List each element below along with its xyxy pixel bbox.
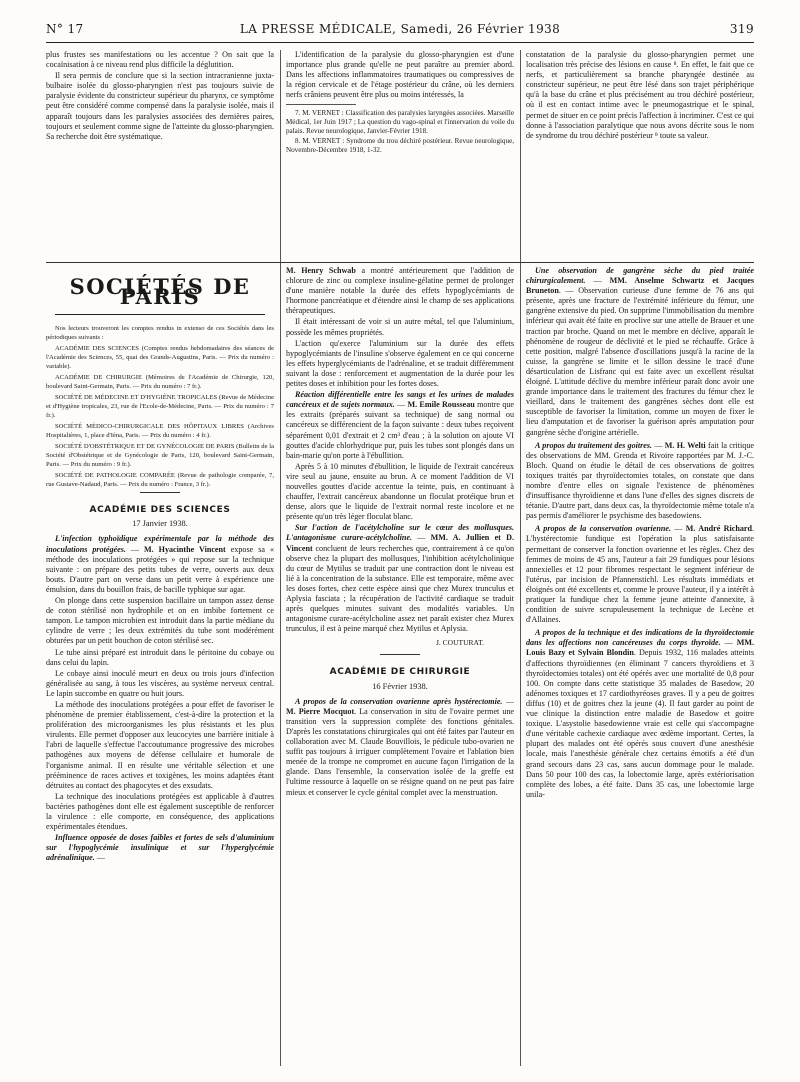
article-text: L'hystérectomie fundique est l'opération la plus satisfaisante permettant de conserver la fonction ovarienne et les règles. Chez des femmes de moins de 45 ans, l'auteur a fait 29 fundiques pour lésions annexielles et 12 pour fibromes respectant le segment inférieur de l'utérus, par incision de Pfannenstichl. Les résultats immédiats et éloignés ont été excellents et, comme le prouve l'auteur, il y a intérêt à pratiquer la fundique chez la femme jeune atteinte d'annexite, à condition de suivre scrupuleusement la technique de Lecène et d'Allaines. xyxy=(526,534,754,625)
footnote-rule xyxy=(286,104,356,105)
article-title: Sur l'action de l'acétylcholine sur le cœur des mollusques. L'antagonisme curare-acétylcholine. xyxy=(286,523,514,543)
page-number: 319 xyxy=(729,22,754,36)
paragraph: Le cobaye ainsi inoculé meurt en deux ou trois jours d'infection généralisée au sang, à tous les viscères, au système nerveux central. Le lapin succombe en quatre ou huit jours. xyxy=(46,668,274,698)
article-author: M. Henry Schwab xyxy=(286,266,356,275)
article-title: A propos du traitement des goitres. xyxy=(535,440,653,450)
page-header xyxy=(46,22,754,40)
section-rule-small xyxy=(140,492,180,493)
article-text: fait la critique des observations de MM. Grenda et Rivoire rapportées par M. J.-C. Bloch. Quand on étudie le détail de ces observations de goitres toxiques traités par thyroïdectomies totales, on constate que dans nombre d'entre elles on signale l'existence de phénomènes d'insuffisance thyroïdienne et dans l'une d'elles des signes discrets de tétanie. D'autre part, dans deux cas, la thyroïdectomie même totale n'a pas permis d'améliorer le psychisme des basedowiens. xyxy=(526,440,754,521)
article-author: M. H. Welti xyxy=(664,440,706,450)
article-title: A propos de la conservation ovarienne après hystérectomie. xyxy=(295,696,503,706)
column-2-top xyxy=(286,50,514,156)
section-title: ACADÉMIE DE CHIRURGIE xyxy=(329,667,471,678)
article-text: a montré antérieurement que l'addition de chlorure de zinc ou complexe insuline-gélatine permet de prolonger d'une manière notable la durée des effets hypoglycémiants de l'hormone pancréatique et d'étendre ainsi le champ de ses applications thérapeutiques. xyxy=(286,266,514,316)
column-rule-2 xyxy=(520,50,521,1066)
article-text: Observation curieuse d'une femme de 76 ans qui présente, après une fracture de l'extrémité inférieure du fémur, une gangrène extensive du pied. On supprime l'immobilisation du membre inférieur qui avait été faite en proclive sur une attelle de Brauer et une traction par broche. Quand on met le membre en déclive, apparaît le phénomène de rougeur de déclivité et le pied se réchauffe. Grâce à cette position, malgré l'absence d'oscillations jusqu'à la racine de la cuisse, la gangrène se limite et le sillon dessine le tracé d'une désarticulation de Lisfranc qui est faite avec un excellent résultat éloigné. L'attitude déclive du membre inférieur paraît donc avoir une grande importance dans le traitement des fractures du fémur chez le vieillard, dans le traitement des gangrènes sèches dont elle est susceptible de favoriser la limitation, comme un moyen de fixer le lieu d'amputation et de favoriser la guérison après amputation pour gangrène sèche d'origine artérielle. xyxy=(526,286,754,437)
article-author: MM. A. Jullien et D. Vincent xyxy=(286,533,514,553)
paragraph: Le tube ainsi préparé est introduit dans le péritoine du cobaye ou dans celui du lapin. xyxy=(46,647,274,667)
societes-intro: Nos lecteurs trouveront les comptes rendus in extenso de ces Sociétés dans les périodiques suivants : xyxy=(46,325,274,341)
column-3-top xyxy=(526,50,754,142)
section-rule xyxy=(46,262,754,263)
journal-title: LA PRESSE MÉDICALE, Samedi, 26 Février 1938 xyxy=(239,22,561,36)
paragraph: plus frustes ses manifestations ou les accentue ? On sait que la cocaïnisation à ce niveau rend plus difficile la déglutition. xyxy=(46,50,274,70)
list-item: ACADÉMIE DE CHIRURGIE (Mémoires de l'Académie de Chirurgie, 120, boulevard Saint-Germain, Paris. — Prix du numéro : 7 fr.). xyxy=(46,374,274,390)
column-1-main: SOCIÉTÉS DE PARIS Nos lecteurs trouveront les comptes rendus in extenso de ces Sociétés dans les périodiques suivants : ACADÉMIE DES SCIENCES (Comptes rendus hebdomadaires des séances de l'Académie des Sciences, 55, quai des Grands-Augustins, Paris. — Prix du numéro : variable). ACADÉMIE DE CHIRURGIE (Mémoires de l'Académie de Chirurgie, 120, boulevard Saint-Germain, Paris. — Prix du numéro : 7 fr.). SOCIÉTÉ DE MÉDECINE ET D'HYGIÈNE TROPICALES (Revue de Médecine et d'Hygiène tropicales, 23, rue de l'Ecole-de-Médecine, Paris. — Prix du numéro : 7 fr.). SOCIÉTÉ MÉDICO-CHIRURGICALE DES HÔPITAUX LIBRES (Archives Hospitalières, 1, place d'Iéna, Paris. — Prix du numéro : 4 fr.). SOCIÉTÉ D'OBSTÉTRIQUE ET DE GYNÉCOLOGIE DE PARIS (Bulletin de la Société d'Obstétrique et de Gynécologie de Paris, 120, boulevard Saint-Germain, Paris. — Prix du numéro : 9 fr.). SOCIÉTÉ DE PATHOLOGIE COMPARÉE (Revue de pathologie comparée, 7, rue Gustave-Nadaud, Paris. — Prix du numéro : France, 3 fr.). ACADÉMIE DES SCIENCES 17 Janvier 1938. L'infection typhoïdique expérimentale par la méthode des inoculations protégées. — M. Hyacinthe Vincent expose sa « méthode des inoculations protégées » qui repose sur la technique suivante : on prépare des petits tubes de verre, ouverts aux deux bouts. D'autre part on verse dans un petit verre à expérience une émulsion, dans du bouillon frais, de bacille typhique sur agar. On plonge dans cette suspension bacillaire un tampon assez dense de coton stérilisé non hydrophile et on en imbibe fortement ce tampon. Le tampon microbien est introduit dans la partie médiane du cylindre de verre ; les deux extrémités du tube sont modérément obturées par un petit bouchon de coton stérilisé sec. Le tube ainsi préparé est introduit dans le péritoine du cobaye ou dans celui du lapin. Le cobaye ainsi inoculé meurt en deux ou trois jours d'infection généralisée au sang, à tous les viscères, au système nerveux central. Le lapin succombe en quatre ou huit jours. La méthode des inoculations protégées a pour effet de favoriser le phénomène de premier établissement, c'est-à-dire la protection et la prolifération des microorganismes les plus résistants et les plus virulents. Elle permet d'opposer aux leucocytes une barrière initiale à l'abri de laquelle s'effectue l'accoutumance progressive des microbes pathogènes aux moyens de défense cellulaire et humorale de l'organisme animal. Il en résulte une véritable sélection et une prééminence de races actives et toxigènes, les moins adaptées étant détruites au contact des phagocytes et des exsudats. La technique des inoculations protégées est applicable à d'autres bactéries pathogènes dont elle est également susceptible de renforcer la virulence : elle comporte, en conséquence, des applications expérimentales étendues. Influence opposée de doses faibles et fortes de sels d'aluminium sur l'hypoglycémie insulinique et sur l'hyperglycémie adrénalinique. — xyxy=(46,274,275,863)
paragraph: L'identification de la paralysie du glosso-pharyngien est d'une importance plus grande qu'elle ne peut paraître au premier abord. Dans les affections inflammatoires traumatiques ou compressives de la région cervicale et de l'étage postérieur du crâne, où les derniers nerfs crâniens peuvent être plus ou moins intéressés, la xyxy=(286,50,514,100)
article-title: A propos de la technique et des indications de la thyroïdectomie dans les affections non cancéreuses du corps thyroïde. xyxy=(526,628,754,648)
list-item: SOCIÉTÉ DE PATHOLOGIE COMPARÉE (Revue de pathologie comparée, 7, rue Gustave-Nadaud, Paris. — Prix du numéro : France, 3 fr.). xyxy=(46,472,274,488)
signature: J. COUTURAT. xyxy=(436,638,484,648)
column-3-main: Une observation de gangrène sèche du pied traitée chirurgicalement. — MM. Anselme Schwartz et Jacques Bruneton. — Observation curieuse d'une femme de 76 ans qui présente, après une fracture de l'extrémité inférieure du fémur, une gangrène extensive du pied. On supprime l'immobilisation du membre inférieur qui avait été faite en proclive sur une attelle de Brauer et une traction par broche. Quand on met le membre en déclive, apparaît le phénomène de rougeur de déclivité et le pied se réchauffe. Grâce à cette position, malgré l'absence d'oscillations jusqu'à la racine de la cuisse, la gangrène se limite et le sillon dessine le tracé d'une désarticulation de Lisfranc qui est faite avec un excellent résultat éloigné. L'attitude déclive du membre inférieur paraît donc avoir une grande importance dans le traitement des fractures du fémur chez le vieillard, dans le traitement des gangrènes sèches dont elle est susceptible de favoriser la limitation, comme un moyen de fixer le lieu d'amputation et de favoriser la guérison après amputation pour gangrène sèche d'origine artérielle. A propos du traitement des goitres. — M. H. Welti fait la critique des observations de MM. Grenda et Rivoire rapportées par M. J.-C. Bloch. Quand on étudie le détail de ces observations de goitres toxiques traités par thyroïdectomies totales, on constate que dans nombre d'entre elles on signale l'existence de phénomènes d'insuffisance thyroïdienne et dans l'une d'elles des signes discrets de tétanie. D'autre part, dans deux cas, la thyroïdectomie même totale n'a pas permis d'améliorer le psychisme des basedowiens. A propos de la conservation ovarienne. — M. André Richard. L'hystérectomie fundique est l'opération la plus satisfaisante permettant de conserver la fonction ovarienne et les règles. Chez des femmes de moins de 45 ans, l'auteur a fait 29 fundiques pour lésions annexielles et 12 pour fibromes respectant le segment inférieur de l'utérus, par incision de Pfannenstichl. Les résultats immédiats et éloignés ont été excellents et, comme le prouve l'auteur, il y a intérêt à pratiquer la fundique chez la femme jeune atteinte d'annexite, à condition de suivre scrupuleusement la technique de Lecène et d'Allaines. A propos de la technique et des indications de la thyroïdectomie dans les affections non cancéreuses du corps thyroïde. — MM. Louis Bazy et Sylvain Blondin. Depuis 1932, 116 malades atteints d'affections thyroïdiennes (en éliminant 7 cancers thyroïdiens et 3 thyroïdectomies totales) ont été opérés avec une mortalité de 0,8 pour 100. On compte dans cette statistique 35 malades de Basedow, 20 adénomes toxiques et 17 cardiothyréoses graves. Il y a peu de goitres diffus (10) et de goitres chez la jeune (4). Il faut garder au point de vue clinique la distinction entre maladie de Basedow et goitre toxique. L'asystolie basedowienne vraie est celle qui s'accompagne d'une véritable cachexie cardiaque avec œdème important. Certes, la plupart des malades ont été opérés sous couvert d'une anesthésie locale, mais l'anesthésie générale chez certains émotifs a été d'un grand secours dans 23 cas, sans aucun dommage pour le malade. Dans 50 pour 100 des cas, la lobectomie large, après extériorisation complète des lobes, a été faite. Dans 35 cas, une lobectomie large unila- xyxy=(526,266,755,799)
section-title: ACADÉMIE DES SCIENCES xyxy=(89,505,231,516)
session-date: 16 Février 1938. xyxy=(372,681,428,691)
footnote: 7. M. VERNET : Classification des paralysies laryngées associées. Marseille Médical, 1er Juin 1917 ; La question du vago-spinal et l'innervation du voile du palais. Revue neurologique, Janvier-Février 1918. xyxy=(286,109,514,136)
paragraph: La technique des inoculations protégées est applicable à d'autres bactéries pathogènes dont elle est également susceptible de renforcer la virulence : elle comporte, en conséquence, des applications expérimentales étendues. xyxy=(46,791,274,832)
paragraph: Il sera permis de conclure que si la section intracranienne juxta-bulbaire isolée du glosso-pharyngien n'est pas toujours suivie de paralysie évidente du constricteur supérieur du pharynx, ce symptôme peut être considéré comme compensé dans la paralysie isolée, mais il apparaît toujours dans les paralysies associées des dernières paires, toujours et seulement comme signe de l'atteinte du glosso-pharyngien. Sa recherche doit être systématique. xyxy=(46,71,274,141)
article-author: M. Emile Rousseau xyxy=(407,400,475,410)
footnote: 8. M. VERNET : Syndrome du trou déchiré postérieur. Revue neurologique, Novembre-Décembre 1918, 1-32. xyxy=(286,137,514,155)
article-title: Une observation de gangrène sèche du pied traitée chirurgicalement. xyxy=(526,266,754,286)
article-title: L'infection typhoïdique expérimentale par la méthode des inoculations protégées. xyxy=(46,534,274,554)
list-item: SOCIÉTÉ DE MÉDECINE ET D'HYGIÈNE TROPICALES (Revue de Médecine et d'Hygiène tropicales, 23, rue de l'Ecole-de-Médecine, Paris. — Prix du numéro : 7 fr.). xyxy=(46,394,274,419)
article-author: MM. Louis Bazy et Sylvain Blondin xyxy=(526,638,754,658)
session-date: 17 Janvier 1938. xyxy=(132,519,188,529)
article-author: M. Pierre Mocquot xyxy=(286,706,355,716)
column-2-main: M. Henry Schwab a montré antérieurement que l'addition de chlorure de zinc ou complexe insuline-gélatine permet de prolonger d'une manière notable la durée des effets hypoglycémiants de l'hormone pancréatique et d'étendre ainsi le champ de ses applications thérapeutiques. Il était intéressant de voir si un autre métal, tel que l'aluminium, possède les mêmes propriétés. L'action qu'exerce l'aluminium sur la durée des effets hypoglycémiants de l'insuline s'observe également en ce qui concerne les effets hyperglycémiants de l'adrénaline, et se traduit différemment suivant la dose : renforcement et augmentation de la durée pour les petites doses et inhibition pour les fortes doses. Réaction différentielle entre les sangs et les urines de malades cancéreux et de sujets normaux. — M. Emile Rousseau montre que les extraits (préparés suivant sa technique) de sang normal ou cancéreux se différencient de la façon suivante : deux tubes reçoivent séparément 0,01 d'extrait et 2 cm³ d'eau ; à la solution on ajoute VI gouttes d'acide chlorhydrique pur, puis les tubes sont plongés dans un bain-marie qu'on porte à l'ébullition. Après 5 à 10 minutes d'ébullition, le liquide de l'extrait cancéreux vire seul au jaune, ensuite au brun. A ce moment l'addition de VI nouvelles gouttes d'acide accentue la teinte, puis, en continuant à chauffer, l'extrait cancéreux abandonne un floculat protéique brun et dense, alors que le liquide de l'extrait normal reste incolore et ne présente qu'un très léger floculat blanc. Sur l'action de l'acétylcholine sur le cœur des mollusques. L'antagonisme curare-acétylcholine. — MM. A. Jullien et D. Vincent concluent de leurs recherches que, contrairement à ce qu'on observe chez la plupart des mollusques, l'inhibition acétylcholinique du cœur de Mytilus se traduit par une contraction dont le niveau est lié à la concentration de la substance. Elle est temporaire, même avec les doses fortes, chez cette espèce ainsi que chez Murex trunculus et Aplysia fasciata ; la récupération de l'activité cardiaque se traduit après quelques minutes suivant des modalités variables. Un antagonisme curare-acétylcholine assez net paraît exister chez Murex trunculus, il est à peine marqué chez Mytilus et Aplysia. J. COUTURAT. ACADÉMIE DE CHIRURGIE 16 Février 1938. A propos de la conservation ovarienne après hystérectomie. — M. Pierre Mocquot. La conservation in situ de l'ovaire permet une transition vers la suppression complète des fonctions génitales. D'après les constatations chirurgicales qui ont été faites par l'auteur en collaboration avec M. Claude Bouvillois, le pédicule tubo-ovarien ne suffit pas toujours à irriguer complètement l'ovaire et l'ablation bien menée de la trompe ne compromet en aucune façon l'irrigation de la glande. Dans l'ensemble, la conservation isolée de la greffe est l'ultime ressource à laquelle on se résigne quand on ne peut pas faire mieux et conserver le cycle génital complet avec la menstruation. xyxy=(286,266,514,797)
article-title: A propos de la conservation ovarienne. xyxy=(535,524,671,534)
section-rule-small xyxy=(380,654,420,655)
article-author: M. Hyacinthe Vincent xyxy=(144,544,226,554)
article-title: Influence opposée de doses faibles et fortes de sels d'aluminium sur l'hypoglycémie insulinique et sur l'hyperglycémie adrénalinique. xyxy=(46,833,274,863)
article-title: Réaction différentielle entre les sangs et les urines de malades cancéreux et de sujets normaux. xyxy=(286,390,514,410)
paragraph: La méthode des inoculations protégées a pour effet de favoriser le phénomène de premier établissement, c'est-à-dire la protection et la prolifération des microorganismes les plus résistants et les plus virulents. Elle permet d'opposer aux leucocytes une barrière initiale à l'abri de laquelle s'effectue l'accoutumance progressive des microbes pathogènes aux moyens de défense cellulaire et humorale de l'organisme animal. Il en résulte une véritable sélection et une prééminence de races actives et toxigènes, les moins adaptées étant détruites au contact des phagocytes et des exsudats. xyxy=(46,699,274,790)
section-banner: SOCIÉTÉS DE PARIS xyxy=(69,274,251,310)
article-author: MM. Anselme Schwartz et Jacques Bruneton xyxy=(526,276,754,296)
list-item: SOCIÉTÉ MÉDICO-CHIRURGICALE DES HÔPITAUX LIBRES (Archives Hospitalières, 1, place d'Iéna, Paris. — Prix du numéro : 4 fr.). xyxy=(46,423,274,439)
list-item: ACADÉMIE DES SCIENCES (Comptes rendus hebdomadaires des séances de l'Académie des Sciences, 55, quai des Grands-Augustins, Paris. — Prix du numéro : variable). xyxy=(46,345,274,370)
article-text: montre que les extraits (préparés suivant sa technique) de sang normal ou cancéreux se différencient de la façon suivante : deux tubes reçoivent séparément 0,01 d'extrait et 2 cm³ d'eau ; à la solution on ajoute VI gouttes d'acide chlorhydrique pur, puis les tubes sont plongés dans un bain-marie qu'on porte à l'ébullition. xyxy=(286,400,514,460)
article-text: Depuis 1932, 116 malades atteints d'affections thyroïdiennes (en éliminant 7 cancers thyroïdiens et 3 thyroïdectomies totales) ont été opérés avec une mortalité de 0,8 pour 100. On compte dans cette statistique 35 malades de Basedow, 20 adénomes toxiques et 17 cardiothyréoses graves. Il y a peu de goitres diffus (10) et de goitres chez la jeune (4). Il faut garder au point de vue clinique la distinction entre maladie de Basedow et goitre toxique. L'asystolie basedowienne vraie est celle qui s'accompagne d'une véritable cachexie cardiaque avec œdème important. Certes, la plupart des malades ont été opérés sous couvert d'une anesthésie locale, mais l'anesthésie générale chez certains émotifs a été d'un grand secours dans 23 cas, sans aucun dommage pour le malade. Dans 50 pour 100 des cas, la lobectomie large, après extériorisation complète des lobes, a été faite. Dans 35 cas, une lobectomie large unila- xyxy=(526,648,755,799)
paragraph: Après 5 à 10 minutes d'ébullition, le liquide de l'extrait cancéreux vire seul au jaune, ensuite au brun. A ce moment l'addition de VI nouvelles gouttes d'acide accentue la teinte, puis, en continuant à chauffer, l'extrait cancéreux abandonne un floculat protéique brun et dense, alors que le liquide de l'extrait normal reste incolore et ne présente qu'un très léger floculat blanc. xyxy=(286,461,514,522)
banner-rule xyxy=(55,314,265,315)
column-rule-1 xyxy=(280,50,281,1066)
societes-list xyxy=(46,325,274,489)
paragraph: constatation de la paralysie du glosso-pharyngien permet une localisation très précise des lésions en cause ⁸. En effet, le fait que ce nerfs, et particulièrement sa branche pharyngée destinée au constricteur supérieur, ne peut être lésé dans son trajet périphérique qu'à la base du crâne et plus précisément au trou déchiré postérieur, où il est en contact intime avec le pneumogastrique et le spinal, permet de situer en ce point précis l'affection à incriminer. C'est ce qui donne à l'association paralytique que nous avons décrite sous le nom de syndrome du trou déchiré postérieur ⁸ toute sa valeur. xyxy=(526,50,754,140)
list-item: SOCIÉTÉ D'OBSTÉTRIQUE ET DE GYNÉCOLOGIE DE PARIS (Bulletin de la Société d'Obstétrique et de Gynécologie de Paris, 120, boulevard Saint-Germain, Paris. — Prix du numéro : 9 fr.). xyxy=(46,443,274,468)
paragraph: Il était intéressant de voir si un autre métal, tel que l'aluminium, possède les mêmes propriétés. xyxy=(286,317,514,337)
issue-number: N° 17 xyxy=(46,22,84,36)
paragraph: On plonge dans cette suspension bacillaire un tampon assez dense de coton stérilisé non hydrophile et on en imbibe fortement ce tampon. Le tampon microbien est introduit dans la partie médiane du cylindre de verre ; les deux extrémités du tube sont modérément obturées par un petit bouchon de coton stérilisé sec. xyxy=(46,596,274,646)
paragraph: L'action qu'exerce l'aluminium sur la durée des effets hypoglycémiants de l'insuline s'observe également en ce qui concerne les effets hyperglycémiants de l'adrénaline, et se traduit différemment suivant la dose : renforcement et augmentation de la durée pour les petites doses et inhibition pour les fortes doses. xyxy=(286,338,514,389)
header-rule xyxy=(46,42,754,43)
article-text: concluent de leurs recherches que, contrairement à ce qu'on observe chez la plupart des mollusques, l'inhibition acétylcholinique du cœur de Mytilus se traduit par une contraction dont le niveau est lié à la concentration de la substance. Elle est temporaire, même avec les doses fortes, chez cette espèce ainsi que chez Murex trunculus et Aplysia fasciata ; la récupération de l'activité cardiaque se traduit après quelques minutes suivant des modalités variables. Un antagonisme curare-acétylcholine assez net paraît exister chez Murex trunculus, il est à peine marqué chez Mytilus et Aplysia. xyxy=(286,543,514,634)
article-text: La conservation in situ de l'ovaire permet une transition vers la suppression complète des fonctions génitales. D'après les constatations chirurgicales qui ont été faites par l'auteur en collaboration avec M. Claude Bouvillois, le pédicule tubo-ovarien ne suffit pas toujours à irriguer complètement l'ovaire et l'ablation bien menée de la trompe ne compromet en aucune façon l'irrigation de la glande. Dans l'ensemble, la conservation isolée de la greffe est l'ultime ressource à laquelle on se résigne quand on ne peut pas faire mieux et conserver le cycle génital complet avec la menstruation. xyxy=(286,706,514,797)
article-author: M. André Richard xyxy=(685,524,752,534)
column-1-top xyxy=(46,50,274,143)
article-text: expose sa « méthode des inoculations protégées » qui repose sur la technique suivante : on prépare des petits tubes de verre, ouverts aux deux bouts. D'autre part on verse dans un petit verre à expérience une émulsion, dans du bouillon frais, de bacille typhique sur agar. xyxy=(46,544,275,594)
